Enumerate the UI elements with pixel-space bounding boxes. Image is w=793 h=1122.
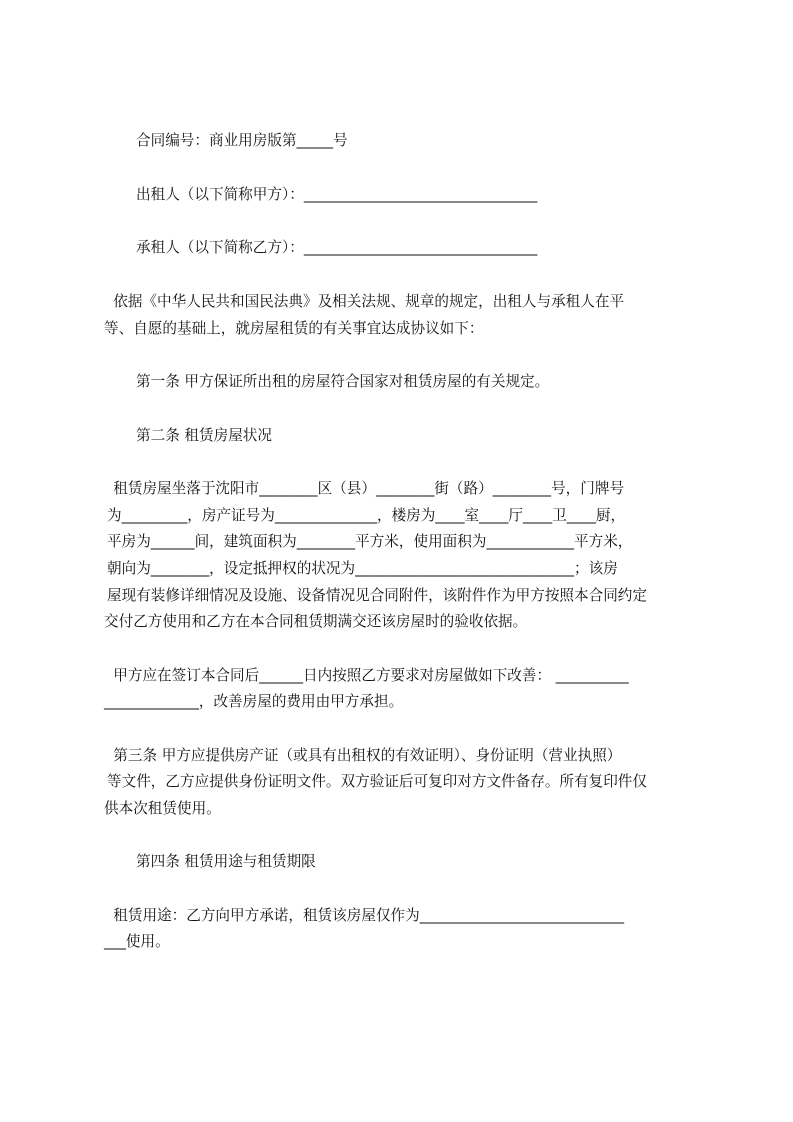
article-4-use-line-1: 租赁用途：乙方向甲方承诺，租赁该房屋仅作为____________________________ [104, 907, 625, 924]
article-3-line-1: 第三条 甲方应提供房产证（或具有出租权的有效证明）、身份证明（营业执照） [104, 747, 622, 764]
article-3-line-2: 等文件，乙方应提供身份证明文件。双方验证后可复印对方文件备存。所有复印件仅 [107, 773, 647, 790]
article-2-line-2: 为_________，房产证号为______________，楼房为____室____厅____卫____厨， [107, 507, 626, 524]
improvement-line-2: _____________，改善房屋的费用由甲方承担。 [104, 693, 404, 710]
lessor-line: 出租人（以下简称甲方）：________________________________ [136, 186, 538, 203]
article-2-line-3: 平房为______间，建筑面积为________平方米，使用面积为____________平方米， [107, 533, 633, 550]
contract-number: 合同编号：商业用房版第_____号 [136, 132, 348, 149]
improvement-line-1: 甲方应在签订本合同后______日内按照乙方要求对房屋做如下改善： __________ [104, 667, 629, 684]
article-4-title: 第四条 租赁用途与租赁期限 [136, 853, 316, 870]
intro-line-1: 依据《中华人民共和国民法典》及相关法规、规章的规定，出租人与承租人在平 [104, 293, 625, 310]
lessee-line: 承租人（以下简称乙方）：________________________________ [136, 239, 538, 256]
article-2-line-4: 朝向为________，设定抵押权的状况为______________________________；该房 [107, 560, 618, 577]
article-1: 第一条 甲方保证所出租的房屋符合国家对租赁房屋的有关规定。 [136, 373, 550, 390]
article-4-use-line-2: ___使用。 [104, 933, 170, 950]
article-2-line-6: 交付乙方使用和乙方在本合同租赁期满交还该房屋时的验收依据。 [104, 613, 528, 630]
article-2-line-1: 租赁房屋坐落于沈阳市________区（县）________街（路）________号，门牌号 [104, 480, 625, 497]
article-2-title: 第二条 租赁房屋状况 [136, 427, 272, 444]
article-3-line-3: 供本次租赁使用。 [104, 800, 221, 817]
intro-line-2: 等、自愿的基础上，就房屋租赁的有关事宜达成协议如下： [104, 320, 484, 337]
article-2-line-5: 屋现有装修详细情况及设施、设备情况见合同附件，该附件作为甲方按照本合同约定 [107, 587, 647, 604]
